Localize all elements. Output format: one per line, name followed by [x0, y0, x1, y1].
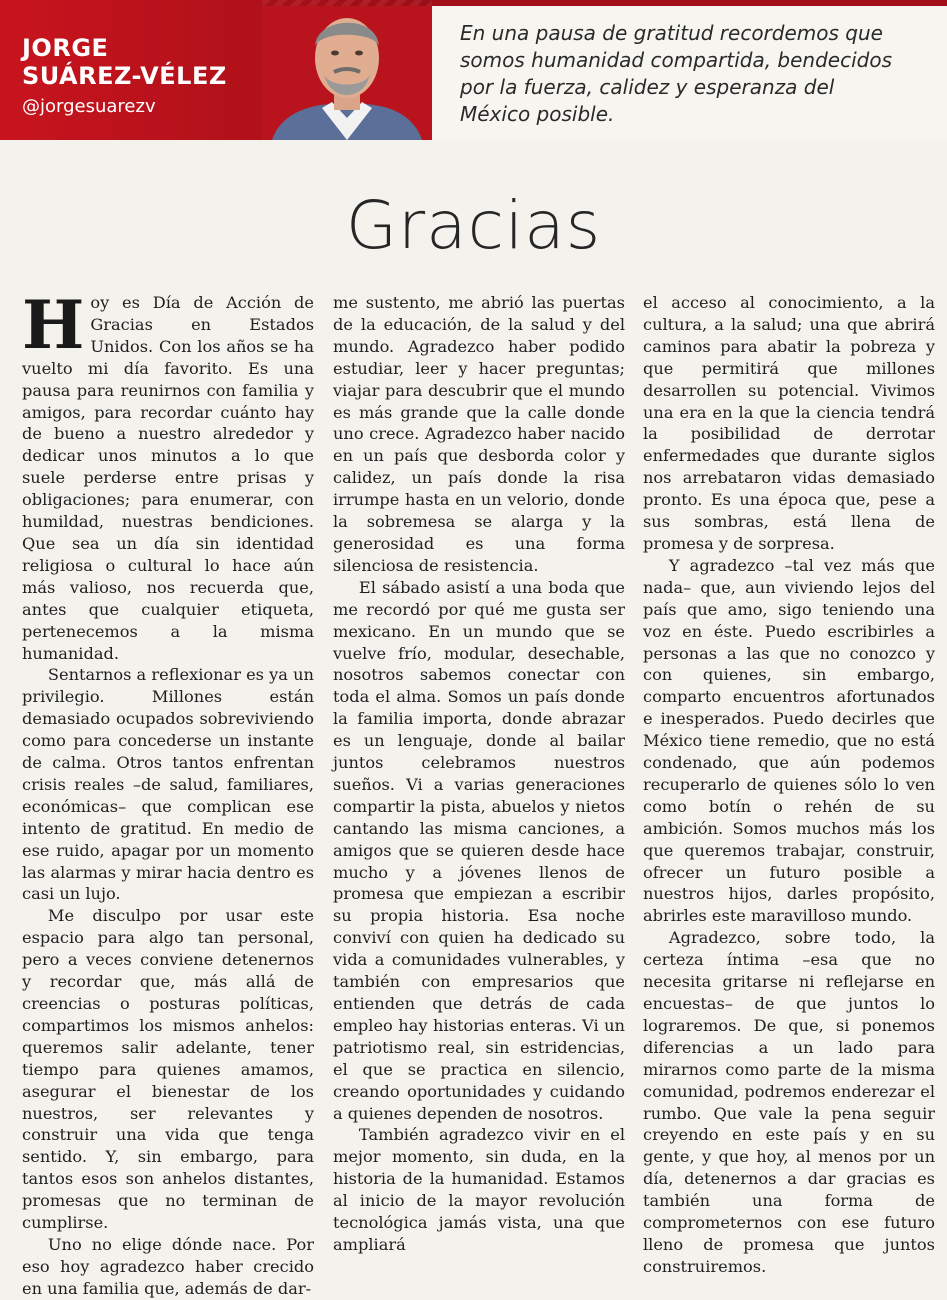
paragraph: El sábado asistí a una boda que me recordó por qué me gusta ser mexicano. En un mundo que se vuelve frío, modular, desechable, nosotros sabemos conectar con toda el alma. Somos un país donde la familia importa, donde abrazar es un lenguaje, donde al bailar juntos celebramos nuestros sueños. Vi a varias generaciones compartir la pista, abuelos y nietos cantando las misma canciones, a amigos que se quieren desde hace mucho y a jóvenes llenos de promesa que empiezan a escribir su propia historia. Esa noche conviví con quien ha dedicado su vida a comunidades vulnerables, y también con empresarios que entienden que detrás de cada empleo hay historias enteras. Vi un patriotismo real, sin estridencias, el que se practica en silencio, creando oportunidades y cuidando a quienes dependen de nosotros. — [333, 577, 625, 1123]
column-header — [0, 0, 947, 140]
article-column-3 — [643, 292, 935, 1278]
author-portrait-icon — [262, 6, 432, 140]
author-last-name: SUÁREZ-VÉLEZ — [22, 62, 227, 90]
paragraph: Uno no elige dónde nace. Por eso hoy agradezco haber crecido en una familia que, además de dar- — [22, 1234, 314, 1298]
paragraph-text: oy es Día de Acción de Gracias en Estados Unidos. Con los años se ha vuelto mi día favorito. Es una pausa para reunirnos con familia y amigos, para recordar cuánto hay de bueno a nuestro alrededor y dedicar unos minutos a lo que suele perderse entre prisas y obligaciones; para enumerar, con humildad, nuestras bendiciones. Que sea un día sin identidad religiosa o cultural lo hace aún más valioso, nos recuerda que, antes que cualquier etiqueta, pertenecemos a la misma humanidad. — [22, 293, 314, 663]
paragraph: Sentarnos a reflexionar es ya un privilegio. Millones están demasiado ocupados sobreviviendo como para concederse un instante de calma. Otros tantos enfrentan crisis reales –de salud, familiares, económicas– que complican ese intento de gratitud. En medio de ese ruido, apagar por un momento las alarmas y mirar hacia dentro es casi un lujo. — [22, 665, 314, 904]
article-column-1 — [22, 286, 314, 1300]
paragraph: También agradezco vivir en el mejor momento, sin duda, en la historia de la humanidad. Estamos al inicio de la mayor revolución tecnológica jamás vista, una que ampliará — [333, 1125, 625, 1254]
author-handle: @jorgesuarezv — [22, 96, 156, 117]
article-column-2 — [333, 292, 625, 1256]
author-photo — [262, 6, 432, 140]
author-first-name: JORGE — [22, 34, 109, 62]
paragraph: me sustento, me abrió las puertas de la educación, de la salud y del mundo. Agradezco haber podido estudiar, leer y hacer preguntas; viajar para descubrir que el mundo es más grande que la calle donde uno crece. Agradezco haber nacido en un país que desborda color y calidez, un país donde la risa irrumpe hasta en un velorio, donde la sobremesa se alarga y la generosidad es una forma silenciosa de resistencia. — [333, 293, 625, 575]
author-name — [22, 34, 272, 90]
article-title: Gracias — [345, 187, 602, 264]
paragraph: el acceso al conocimiento, a la cultura, a la salud; una que abrirá caminos para abatir la pobreza y que permitirá que millones desarrollen su potencial. Vivimos una era en la que la ciencia tendrá la posibilidad de derrotar enfermedades que durante siglos nos arrebataron vidas demasiado pronto. Es una época que, pese a sus sombras, está llena de promesa y de sorpresa. — [643, 293, 935, 553]
paragraph — [22, 286, 314, 664]
pull-quote: En una pausa de gratitud recordemos que somos humanidad compartida, bendecidos por la fuerza, calidez y esperanza del México posible. — [460, 21, 893, 126]
paragraph: Me disculpo por usar este espacio para algo tan personal, pero a veces conviene detenernos y recordar que, más allá de creencias o posturas políticas, compartimos los mismos anhelos: queremos salir adelante, tener tiempo para quienes amamos, asegurar el bienestar de los nuestros, ser relevantes y construir una vida que tenga sentido. Y, sin embargo, para tantos esos son anhelos distantes, promesas que no terminan de cumplirse. — [22, 906, 314, 1233]
paragraph: Y agradezco –tal vez más que nada– que, aun viviendo lejos del país que amo, sigo teniendo una voz en éste. Puedo escribirles a personas a las que no conozco y con quienes, sin embargo, comparto encuentros afortunados e inesperados. Puedo decirles que México tiene remedio, que no está condenado, que aún podemos recuperarlo de quienes sólo lo ven como botín o rehén de su ambición. Somos muchos más los que queremos trabajar, construir, ofrecer un futuro posible a nuestros hijos, darles propósito, abrirles este maravilloso mundo. — [643, 555, 935, 926]
drop-cap: H — [22, 286, 85, 364]
paragraph: Agradezco, sobre todo, la certeza íntima –esa que no necesita gritarse ni reflejarse en encuestas– de que juntos lo lograremos. De que, si ponemos diferencias a un lado para mirarnos como parte de la misma comunidad, podremos enderezar el rumbo. Que vale la pena seguir creyendo en este país y en su gente, y que hoy, al menos por un día, detenernos a dar gracias es también una forma de comprometernos con ese futuro lleno de promesa que juntos construiremos. — [643, 928, 935, 1276]
